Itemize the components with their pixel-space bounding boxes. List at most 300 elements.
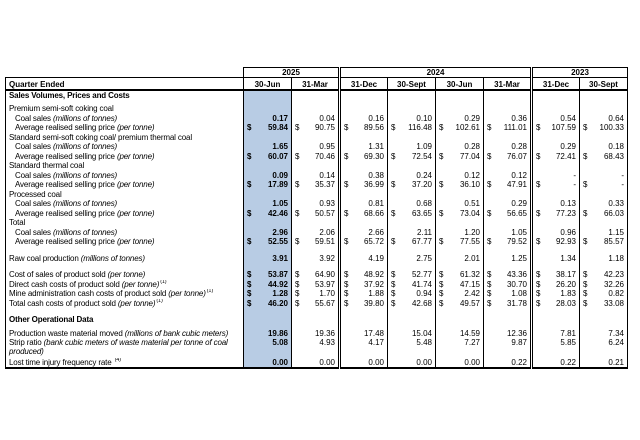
value-cell (484, 328, 532, 338)
currency-symbol: $ (487, 180, 492, 189)
currency-symbol: $ (536, 123, 541, 132)
value-cell (244, 208, 292, 218)
cell-value: 0.36 (511, 113, 527, 123)
currency-symbol: $ (344, 270, 349, 279)
value-cell (292, 308, 340, 315)
value-cell (580, 142, 628, 152)
currency-symbol: $ (295, 270, 300, 279)
cell-value: 0.28 (511, 142, 527, 151)
footnote-marker: (1) (206, 289, 214, 295)
row-label-text: Cost of sales of product sold (9, 270, 108, 279)
cell-value: 17.48 (363, 328, 384, 338)
value-cell (436, 237, 484, 247)
value-cell (340, 218, 388, 228)
currency-symbol: $ (391, 298, 396, 308)
currency-symbol: $ (344, 123, 349, 132)
cell-value: 0.29 (560, 142, 576, 151)
footnote-marker: (1) (156, 298, 163, 304)
value-cell (340, 123, 388, 133)
value-cell (388, 263, 436, 270)
cell-value: 33.08 (603, 298, 624, 308)
row-label-text: Lost time injury frequency rate (9, 357, 114, 367)
currency-symbol: $ (391, 208, 396, 218)
value-cell (340, 270, 388, 280)
cell-value: 42.68 (411, 298, 432, 308)
currency-symbol: $ (391, 180, 396, 189)
value-cell (532, 328, 580, 338)
cell-value: 42.46 (267, 208, 288, 218)
value-cell (436, 298, 484, 308)
row-label (6, 199, 244, 209)
cell-value: 50.57 (314, 208, 335, 218)
report-sheet (5, 67, 628, 369)
cell-value: 37.92 (363, 279, 384, 289)
row-label (6, 123, 244, 133)
value-cell (244, 151, 292, 161)
cell-value: 3.91 (272, 253, 288, 263)
value-cell (532, 237, 580, 247)
cell-value: 59.51 (314, 237, 335, 246)
value-cell (388, 338, 436, 357)
value-cell (292, 270, 340, 280)
currency-symbol: $ (295, 180, 300, 189)
value-cell (292, 227, 340, 237)
cell-value: 0.68 (416, 199, 432, 208)
currency-symbol: $ (247, 270, 252, 279)
row-label: Total (6, 218, 244, 228)
row-label: Standard semi-soft coking coal/ premium thermal coal (6, 132, 244, 142)
cell-value: 116.48 (408, 123, 432, 132)
value-cell (580, 246, 628, 253)
value-cell (436, 170, 484, 180)
value-cell (436, 151, 484, 161)
value-cell (580, 104, 628, 114)
value-cell (292, 357, 340, 368)
cell-value: 5.08 (272, 337, 288, 347)
value-cell (436, 199, 484, 209)
value-cell (436, 227, 484, 237)
cell-value: 2.06 (319, 227, 335, 237)
value-cell (580, 338, 628, 357)
value-cell (292, 170, 340, 180)
cell-value: 0.95 (319, 142, 335, 151)
cell-value: 53.97 (314, 279, 335, 289)
value-cell (340, 308, 388, 315)
value-cell (484, 289, 532, 299)
cell-value: 89.56 (363, 123, 384, 132)
table-row (6, 289, 628, 299)
value-cell (484, 132, 532, 142)
value-cell (436, 328, 484, 338)
value-cell (484, 227, 532, 237)
value-cell (388, 132, 436, 142)
quarter-header: 31-Mar (484, 78, 532, 90)
currency-symbol: $ (391, 270, 396, 279)
cell-value: 15.04 (411, 328, 432, 338)
cell-value: 1.88 (368, 289, 384, 298)
currency-symbol: $ (295, 237, 300, 246)
table-row (6, 237, 628, 247)
value-cell (292, 338, 340, 357)
currency-symbol: $ (344, 237, 349, 246)
currency-symbol: $ (391, 237, 396, 246)
cell-value: 1.18 (608, 253, 624, 263)
currency-symbol: $ (487, 289, 492, 298)
value-cell (244, 298, 292, 308)
quarter-header: 31-Mar (292, 78, 340, 90)
value-cell (532, 338, 580, 357)
value-cell (484, 279, 532, 289)
row-label-unit: (per tonne) (116, 180, 155, 189)
cell-value: 0.51 (464, 199, 480, 208)
quarter-header: 31-Dec (532, 78, 580, 90)
value-cell (484, 308, 532, 315)
value-cell (388, 161, 436, 171)
row-label-unit: (per tonne) (116, 151, 155, 161)
value-cell (388, 151, 436, 161)
cell-value: 1.25 (511, 253, 527, 263)
row-label (6, 263, 244, 270)
value-cell (532, 151, 580, 161)
value-cell (580, 270, 628, 280)
quarter-header: 31-Dec (340, 78, 388, 90)
cell-value: 77.04 (459, 151, 480, 161)
row-label-unit: (per tonne) (117, 298, 156, 308)
cell-value: 69.30 (363, 151, 384, 161)
currency-symbol: $ (583, 151, 588, 161)
cell-value: 7.27 (464, 337, 480, 347)
row-label-unit: (millions of tonnes) (52, 227, 118, 237)
currency-symbol: $ (247, 289, 252, 298)
table-row (6, 208, 628, 218)
value-cell (292, 218, 340, 228)
value-cell (484, 237, 532, 247)
value-cell (580, 263, 628, 270)
value-cell (484, 298, 532, 308)
value-cell (340, 227, 388, 237)
value-cell (340, 328, 388, 338)
value-cell (244, 199, 292, 209)
row-label (6, 113, 244, 123)
value-cell (484, 180, 532, 190)
cell-value: 44.92 (267, 279, 288, 289)
value-cell (292, 189, 340, 199)
row-label (6, 289, 244, 299)
cell-value: 38.17 (555, 270, 576, 279)
row-label-text: Coal sales (15, 142, 53, 151)
currency-symbol: $ (391, 123, 396, 132)
value-cell (436, 270, 484, 280)
value-cell (532, 90, 580, 100)
value-cell (244, 289, 292, 299)
value-cell (580, 227, 628, 237)
spacer-row (6, 246, 628, 253)
row-label (6, 328, 244, 338)
currency-symbol: $ (439, 237, 444, 246)
currency-symbol: $ (295, 279, 300, 289)
value-cell (388, 298, 436, 308)
table-row (6, 279, 628, 289)
currency-symbol: $ (295, 151, 300, 161)
quarter-header: 30-Sept (580, 78, 628, 90)
currency-symbol: $ (487, 151, 492, 161)
value-cell (340, 315, 388, 325)
currency-symbol: $ (439, 180, 444, 189)
cell-value: 1.09 (416, 142, 432, 151)
year-header: 2023 (532, 68, 628, 78)
row-label-text: Mine administration cash costs of product sold (9, 289, 169, 298)
cell-value: 0.00 (464, 357, 480, 367)
value-cell (244, 90, 292, 100)
value-cell (436, 180, 484, 190)
cell-value: 0.13 (560, 199, 576, 208)
row-label-unit: (bank cubic meters of waste material per tonne of coal produced) (9, 337, 228, 356)
cell-value: 0.33 (608, 199, 624, 208)
cell-value: 17.89 (267, 180, 288, 189)
value-cell (244, 180, 292, 190)
currency-symbol: $ (247, 151, 252, 161)
value-cell (244, 279, 292, 289)
currency-symbol: $ (583, 298, 588, 308)
cell-value: 0.12 (511, 170, 527, 180)
value-cell (436, 161, 484, 171)
currency-symbol: $ (536, 208, 541, 218)
year-header-row (6, 68, 628, 78)
value-cell (340, 170, 388, 180)
value-cell (244, 170, 292, 180)
value-cell (532, 208, 580, 218)
currency-symbol: $ (247, 180, 252, 189)
row-label-text: Average realised selling price (15, 123, 117, 132)
value-cell (244, 246, 292, 253)
table-row (6, 170, 628, 180)
currency-symbol: $ (583, 279, 588, 289)
currency-symbol: $ (536, 279, 541, 289)
value-cell (436, 263, 484, 270)
cell-value: 2.66 (368, 227, 384, 237)
row-label (6, 151, 244, 161)
row-label-text: Strip ratio (9, 337, 44, 347)
value-cell (244, 142, 292, 152)
cell-value: 65.72 (363, 237, 384, 246)
row-label-unit: (per tonne) (116, 208, 155, 218)
value-cell (532, 298, 580, 308)
row-label-text: Coal sales (15, 227, 53, 237)
value-cell (244, 218, 292, 228)
cell-value: 19.86 (267, 328, 288, 338)
currency-symbol: $ (391, 151, 396, 161)
cell-value: 0.29 (511, 199, 527, 208)
cell-value: 1.28 (272, 289, 288, 298)
row-label: Standard thermal coal (6, 161, 244, 171)
currency-symbol: $ (295, 208, 300, 218)
value-cell (532, 279, 580, 289)
cell-value: 0.22 (560, 357, 576, 367)
header-corner (6, 68, 244, 78)
value-cell (388, 328, 436, 338)
cell-value: 79.52 (506, 237, 527, 246)
cell-value: 39.80 (363, 298, 384, 308)
value-cell (580, 253, 628, 263)
value-cell (436, 189, 484, 199)
cell-value: 12.36 (506, 328, 527, 338)
value-cell (484, 113, 532, 123)
row-label-unit: (per tonne) (116, 123, 155, 132)
cell-value: 47.91 (506, 180, 527, 189)
value-cell (244, 253, 292, 263)
cell-value: 31.78 (506, 298, 527, 308)
currency-symbol: $ (583, 123, 588, 132)
cell-value: 77.23 (555, 208, 576, 218)
year-header: 2025 (244, 68, 340, 78)
currency-symbol: $ (487, 270, 492, 279)
row-label-unit: (millions of bank cubic meters) (124, 328, 229, 338)
row-label-unit: (millions of tonnes) (52, 142, 118, 151)
row-label (6, 170, 244, 180)
cell-value: 30.70 (506, 279, 527, 289)
value-cell (388, 208, 436, 218)
cell-value: 6.24 (608, 337, 624, 347)
value-cell (292, 298, 340, 308)
quarter-header: 30-Jun (436, 78, 484, 90)
value-cell (292, 237, 340, 247)
cell-value: 73.04 (459, 208, 480, 218)
cell-value: 0.64 (608, 113, 624, 123)
cell-value: 0.54 (560, 113, 576, 123)
value-cell (340, 357, 388, 368)
value-cell (532, 104, 580, 114)
cell-value: 48.92 (363, 270, 384, 279)
row-label-text: Average realised selling price (15, 180, 117, 189)
cell-value: 4.19 (368, 253, 384, 263)
value-cell (532, 315, 580, 325)
cell-value: 1.83 (560, 289, 576, 298)
currency-symbol: $ (344, 298, 349, 308)
table-row (6, 270, 628, 280)
value-cell (436, 123, 484, 133)
value-cell (436, 142, 484, 152)
value-cell (388, 253, 436, 263)
cell-value: 92.93 (555, 237, 576, 246)
value-cell (340, 189, 388, 199)
value-cell (292, 104, 340, 114)
cell-value: 56.65 (506, 208, 527, 218)
value-cell (388, 113, 436, 123)
currency-symbol: $ (439, 298, 444, 308)
value-cell (484, 315, 532, 325)
cell-value: 1.05 (272, 199, 288, 208)
value-cell (340, 180, 388, 190)
currency-symbol: $ (247, 279, 252, 289)
value-cell (388, 170, 436, 180)
value-cell (388, 357, 436, 368)
cell-value: 72.41 (555, 151, 576, 161)
cell-value: 0.00 (319, 357, 335, 367)
row-label (6, 237, 244, 247)
cell-value: 107.59 (551, 123, 576, 132)
currency-symbol: $ (536, 237, 541, 246)
value-cell (244, 104, 292, 114)
cell-value: 1.31 (368, 142, 384, 151)
value-cell (580, 189, 628, 199)
currency-symbol: $ (344, 279, 349, 289)
cell-value: 60.07 (267, 151, 288, 161)
currency-symbol: $ (487, 208, 492, 218)
cell-value: 0.96 (560, 227, 576, 237)
row-label: Processed coal (6, 189, 244, 199)
cell-value: 0.22 (511, 357, 527, 367)
currency-symbol: $ (439, 289, 444, 298)
value-cell (388, 123, 436, 133)
value-cell (532, 218, 580, 228)
value-cell (532, 180, 580, 190)
value-cell (484, 170, 532, 180)
value-cell (244, 132, 292, 142)
value-cell (484, 90, 532, 100)
currency-symbol: $ (487, 298, 492, 308)
cell-value: 0.16 (368, 113, 384, 123)
value-cell (388, 104, 436, 114)
value-cell (340, 161, 388, 171)
value-cell (580, 199, 628, 209)
cell-value: 7.81 (560, 328, 576, 338)
row-label-unit: (millions of tonnes) (52, 170, 118, 180)
row-label-text: Average realised selling price (15, 208, 117, 218)
value-cell (340, 263, 388, 270)
cell-value: 7.34 (608, 328, 624, 338)
cell-value: 43.36 (506, 270, 527, 279)
table-row (6, 189, 628, 199)
value-cell (292, 263, 340, 270)
value-cell (484, 151, 532, 161)
value-cell (484, 161, 532, 171)
value-cell (580, 132, 628, 142)
cell-value: 100.33 (599, 123, 624, 132)
value-cell (532, 246, 580, 253)
value-cell (580, 328, 628, 338)
cell-value: 46.20 (267, 298, 288, 308)
value-cell (436, 246, 484, 253)
value-cell (436, 208, 484, 218)
value-cell (340, 113, 388, 123)
value-cell (292, 113, 340, 123)
value-cell (340, 208, 388, 218)
year-header: 2024 (340, 68, 532, 78)
cell-value: 0.81 (368, 199, 384, 208)
value-cell (292, 208, 340, 218)
value-cell (340, 132, 388, 142)
cell-value: - (621, 170, 624, 180)
cell-value: 36.99 (363, 180, 384, 189)
cell-value: - (573, 180, 576, 189)
cell-value: 0.00 (416, 357, 432, 367)
value-cell (484, 123, 532, 133)
value-cell (388, 180, 436, 190)
value-cell (580, 218, 628, 228)
cell-value: 102.61 (455, 123, 480, 132)
currency-symbol: $ (295, 123, 300, 132)
value-cell (436, 338, 484, 357)
row-label (6, 279, 244, 289)
currency-symbol: $ (536, 289, 541, 298)
currency-symbol: $ (487, 279, 492, 289)
value-cell (244, 123, 292, 133)
value-cell (484, 104, 532, 114)
cell-value: 3.92 (319, 253, 335, 263)
row-label-text: Average realised selling price (15, 237, 117, 246)
currency-symbol: $ (439, 123, 444, 132)
cell-value: 0.14 (319, 170, 335, 180)
